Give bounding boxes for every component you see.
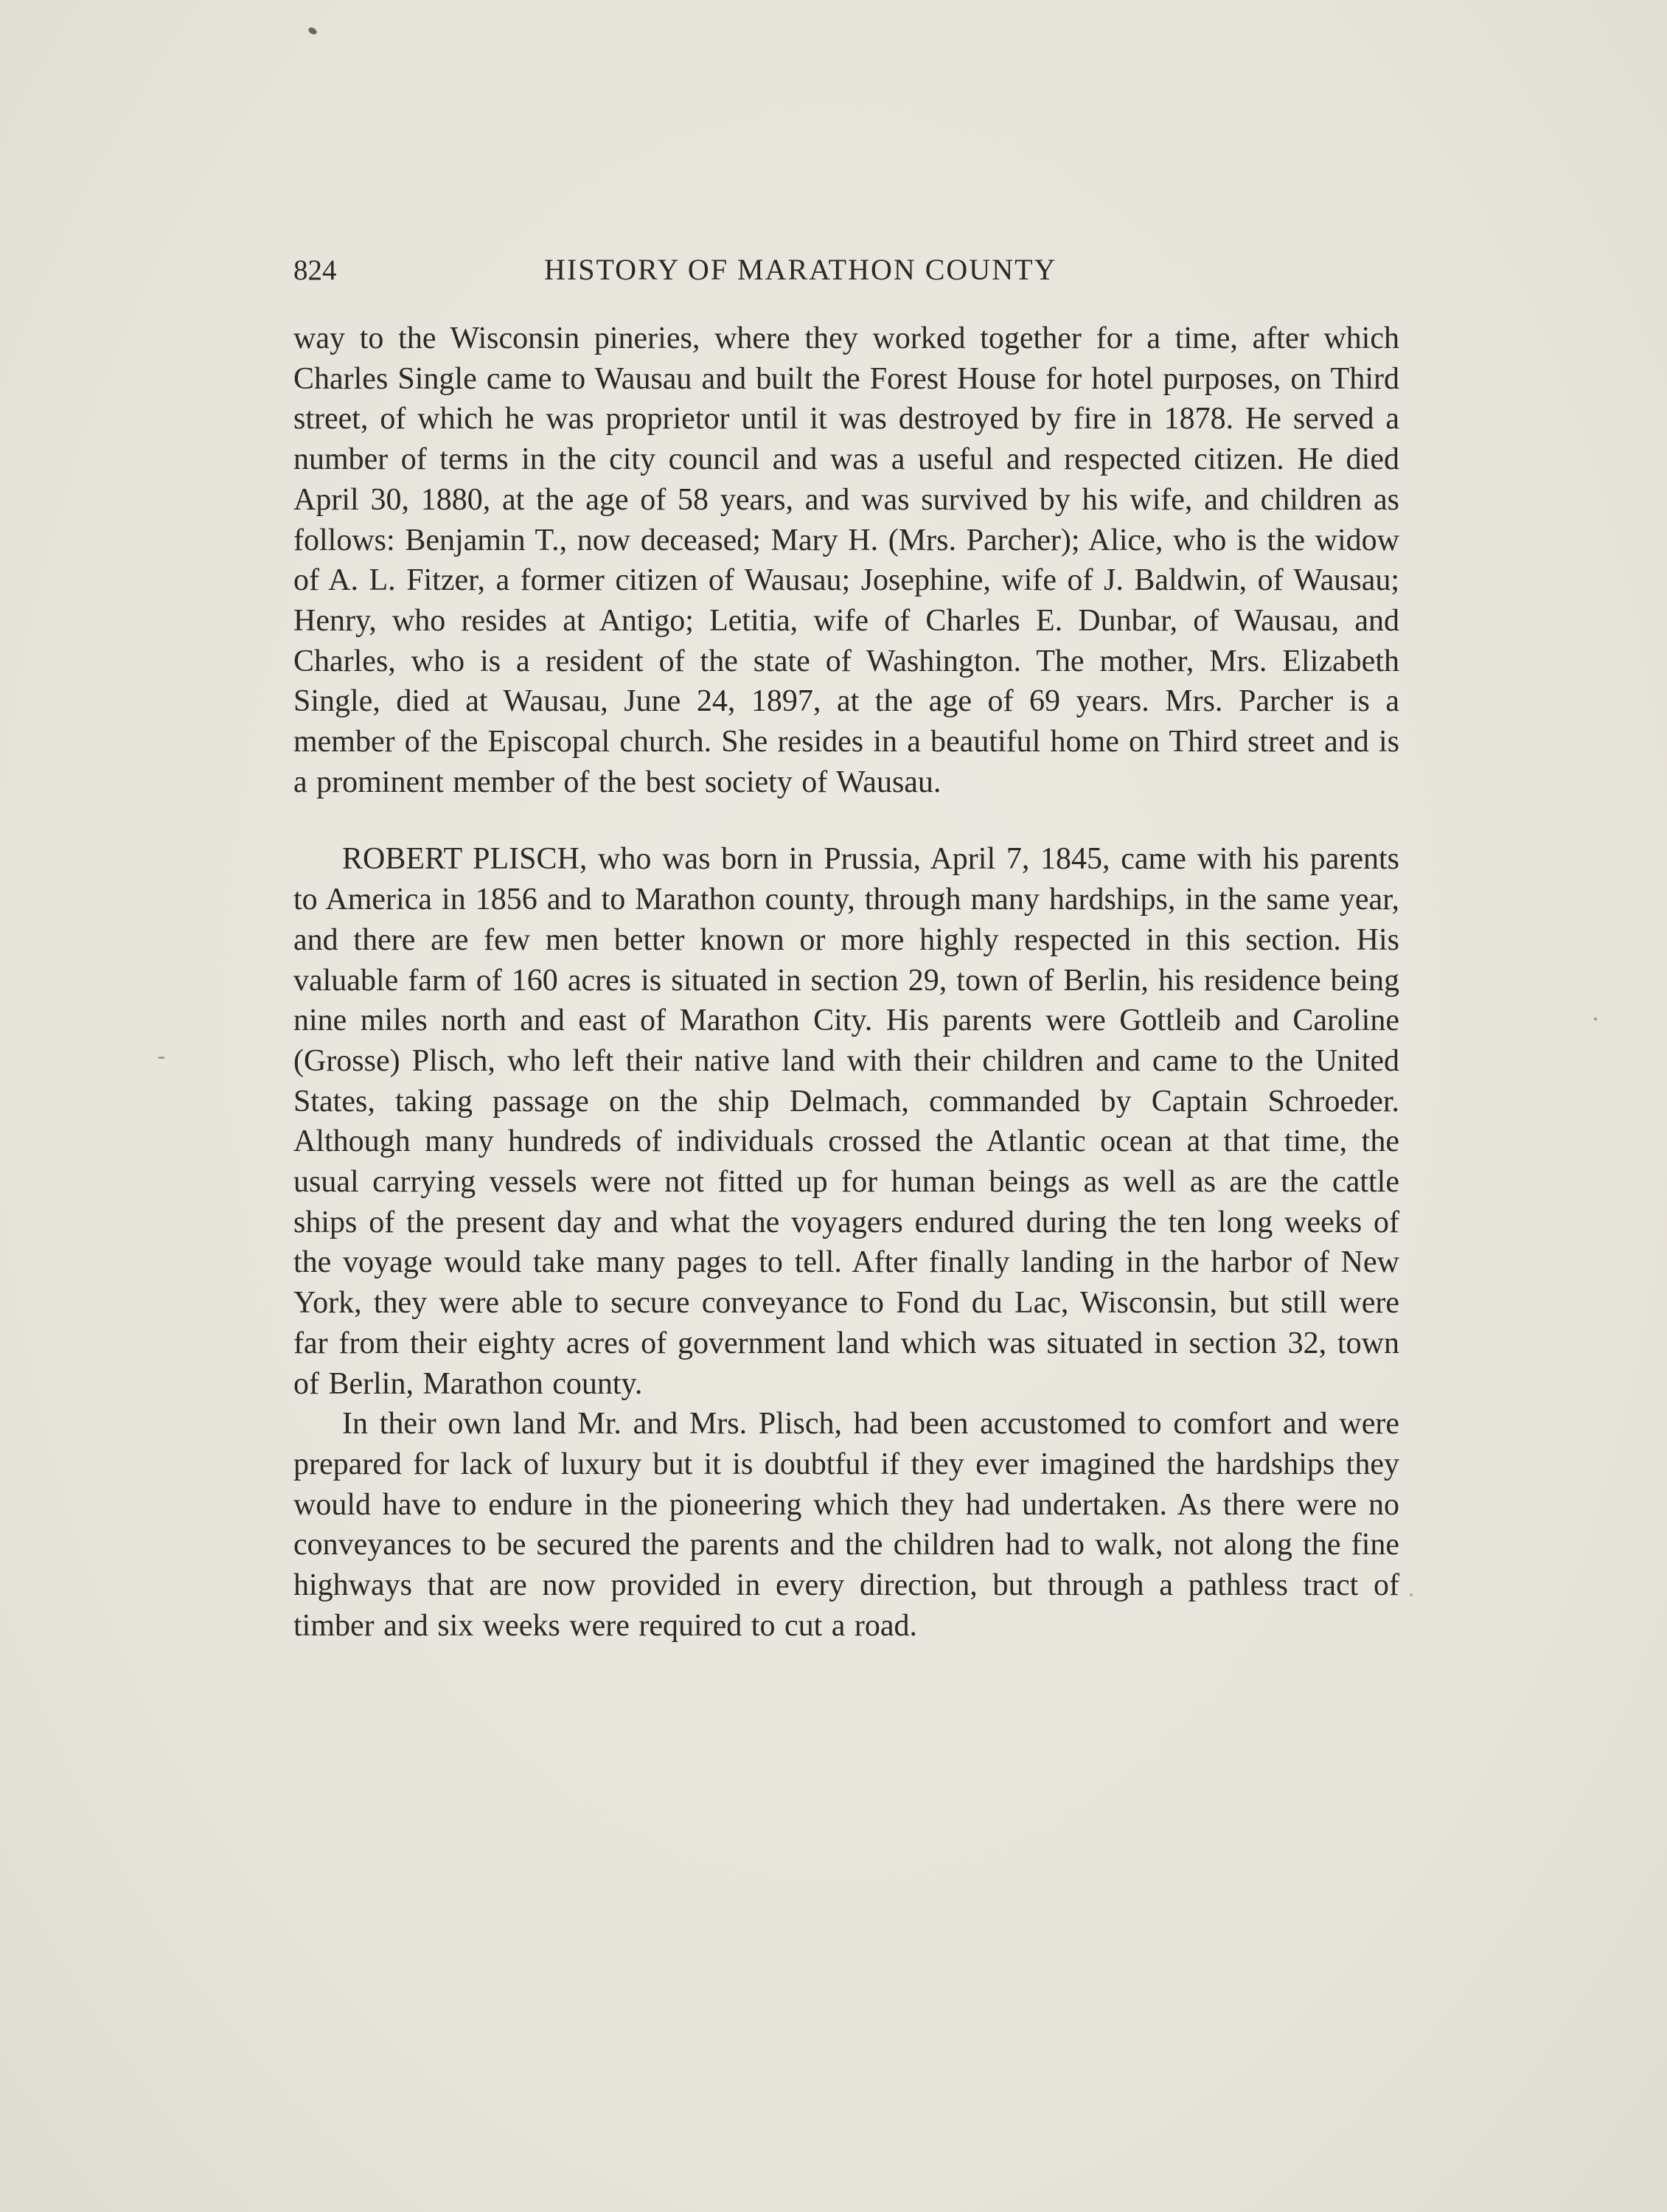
running-title: HISTORY OF MARATHON COUNTY (544, 253, 1057, 286)
paragraph-gap (293, 802, 1399, 839)
paragraph-pioneering: In their own land Mr. and Mrs. Plisch, had been accustomed to comfort and were prepared for lack of luxury but it is doubtful if they ever imagined the hardships they would have to endure in the pioneering which they had undertaken. As there were no conveyances to be secured the parents and the children had to walk, not along the fine highways that are now provided in every direction, but through a pathless tract of timber and six weeks were required to cut a road. (293, 1407, 1399, 1643)
page-header (293, 254, 1399, 295)
page-number: 824 (293, 254, 337, 286)
ink-speck (1410, 1593, 1413, 1596)
ink-speck (1594, 1018, 1597, 1020)
paragraph-single-family: way to the Wisconsin pineries, where they worked together for a time, after which Charles Single came to Wausau and built the Forest House for hotel purposes, on Third street, of which he was proprietor until it was destroyed by fire in 1878. He served a number of terms in the city council and was a useful and respected citizen. He died April 30, 1880, at the age of 58 years, and was survived by his wife, and children as follows: Benjamin T., now deceased; Mary H. (Mrs. Parcher); Alice, who is the widow of A. L. Fitzer, a former citizen of Wausau; Josephine, wife of J. Baldwin, of Wausau; Henry, who resides at Antigo; Letitia, wife of Charles E. Dunbar, of Wausau, and Charles, who is a resident of the state of Washington. The mother, Mrs. Elizabeth Single, died at Wausau, June 24, 1897, at the age of 69 years. Mrs. Parcher is a member of the Episcopal church. She resides in a beautiful home on Third street and is a prominent member of the best society of Wausau. (293, 321, 1399, 799)
ink-speck (158, 1057, 165, 1059)
body-text (293, 319, 1399, 1646)
paragraph-robert-plisch: ROBERT PLISCH, who was born in Prussia, April 7, 1845, came with his parents to America in 1856 and to Marathon county, through many hardships, in the same year, and there are few men better known or more highly respected in this section. His valuable farm of 160 acres is situated in section 29, town of Berlin, his residence being nine miles north and east of Marathon City. His parents were Gottleib and Caroline (Grosse) Plisch, who left their native land with their children and came to the United States, taking passage on the ship Delmach, commanded by Captain Schroeder. Although many hundreds of individuals crossed the Atlantic ocean at that time, the usual carrying vessels were not fitted up for human beings as well as are the cattle ships of the present day and what the voyagers endured during the ten long weeks of the voyage would take many pages to tell. After finally landing in the harbor of New York, they were able to secure conveyance to Fond du Lac, Wisconsin, but still were far from their eighty acres of government land which was situated in section 32, town of Berlin, Marathon county. (293, 842, 1399, 1401)
ink-speck (307, 27, 318, 36)
